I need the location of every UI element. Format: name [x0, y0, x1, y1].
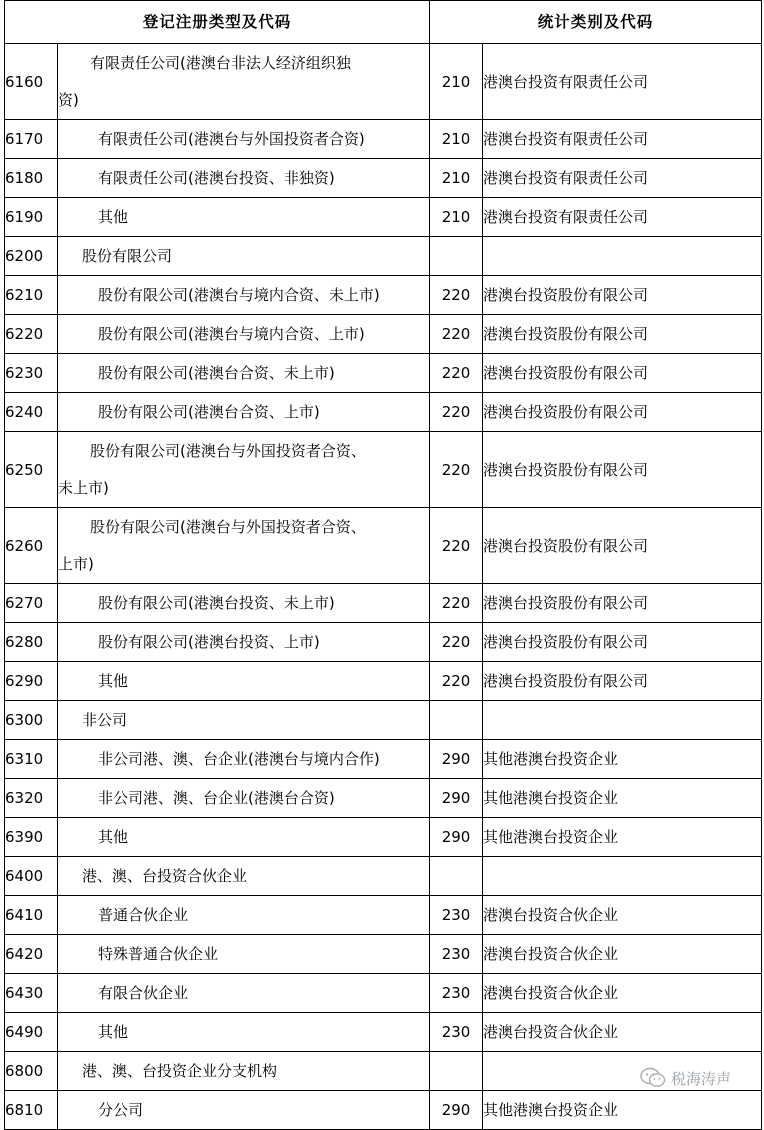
table-row: [5, 857, 762, 896]
statistical-code: 220: [430, 508, 483, 584]
statistical-code: 220: [430, 393, 483, 432]
registration-type-name: 非公司港、澳、台企业(港澳台与境内合作): [58, 740, 430, 779]
table-row: [5, 740, 762, 779]
statistical-category-name: 港澳台投资股份有限公司: [483, 432, 762, 508]
statistical-code: 290: [430, 1091, 483, 1130]
table-row: [5, 779, 762, 818]
table-row: [5, 393, 762, 432]
table-row: [5, 44, 762, 120]
registration-code: 6200: [5, 237, 58, 276]
registration-type-name: 分公司: [58, 1091, 430, 1130]
registration-type-name: 有限责任公司(港澳台投资、非独资): [58, 159, 430, 198]
statistical-category-name: 港澳台投资合伙企业: [483, 896, 762, 935]
registration-type-name-line2: 上市): [58, 554, 94, 573]
registration-code: 6300: [5, 701, 58, 740]
registration-type-name-line1: 有限责任公司(港澳台非法人经济组织独: [90, 53, 351, 72]
registration-type-name: 股份有限公司: [58, 237, 430, 276]
registration-type-name: 有限责任公司(港澳台与外国投资者合资): [58, 120, 430, 159]
statistical-category-name: [483, 701, 762, 740]
statistical-code: 230: [430, 1013, 483, 1052]
registration-type-name-line2: 资): [58, 90, 79, 109]
table-row: [5, 237, 762, 276]
registration-code: 6800: [5, 1052, 58, 1091]
statistical-category-name: 港澳台投资股份有限公司: [483, 662, 762, 701]
statistical-code: 220: [430, 432, 483, 508]
registration-type-name: [58, 432, 430, 508]
statistical-category-name: 其他港澳台投资企业: [483, 1091, 762, 1130]
table-row: [5, 432, 762, 508]
registration-type-name: [58, 508, 430, 584]
statistical-category-name: 其他港澳台投资企业: [483, 779, 762, 818]
table-row: [5, 662, 762, 701]
registration-type-table: [4, 0, 762, 1130]
statistical-code: 230: [430, 935, 483, 974]
registration-code: 6280: [5, 623, 58, 662]
statistical-code: [430, 1052, 483, 1091]
table-row: [5, 508, 762, 584]
registration-type-name: 港、澳、台投资企业分支机构: [58, 1052, 430, 1091]
registration-code: 6430: [5, 974, 58, 1013]
registration-code: 6230: [5, 354, 58, 393]
table-row: [5, 315, 762, 354]
statistical-category-name: 港澳台投资股份有限公司: [483, 623, 762, 662]
registration-type-name: 股份有限公司(港澳台投资、上市): [58, 623, 430, 662]
table-row: [5, 584, 762, 623]
statistical-code: [430, 237, 483, 276]
registration-type-name-line2: 未上市): [58, 478, 109, 497]
registration-code: 6290: [5, 662, 58, 701]
statistical-code: 210: [430, 198, 483, 237]
statistical-category-name: 港澳台投资有限责任公司: [483, 120, 762, 159]
statistical-category-name: 港澳台投资股份有限公司: [483, 393, 762, 432]
registration-type-name: 特殊普通合伙企业: [58, 935, 430, 974]
statistical-code: 220: [430, 584, 483, 623]
statistical-category-name: 港澳台投资有限责任公司: [483, 44, 762, 120]
statistical-code: 230: [430, 974, 483, 1013]
statistical-category-name: 其他港澳台投资企业: [483, 740, 762, 779]
registration-code: 6180: [5, 159, 58, 198]
registration-code: 6310: [5, 740, 58, 779]
statistical-code: [430, 857, 483, 896]
table-row: [5, 896, 762, 935]
registration-code: 6490: [5, 1013, 58, 1052]
registration-type-name: 其他: [58, 1013, 430, 1052]
registration-code: 6170: [5, 120, 58, 159]
statistical-category-name: 其他港澳台投资企业: [483, 818, 762, 857]
registration-code: 6320: [5, 779, 58, 818]
table-row: [5, 276, 762, 315]
statistical-code: 220: [430, 276, 483, 315]
statistical-category-name: 港澳台投资股份有限公司: [483, 584, 762, 623]
header-statistical-category: 统计类别及代码: [430, 1, 762, 44]
registration-type-name: 股份有限公司(港澳台合资、上市): [58, 393, 430, 432]
registration-type-name: 其他: [58, 662, 430, 701]
registration-code: 6400: [5, 857, 58, 896]
registration-code: 6190: [5, 198, 58, 237]
table-row: [5, 935, 762, 974]
statistical-category-name: 港澳台投资股份有限公司: [483, 315, 762, 354]
table-row: [5, 354, 762, 393]
statistical-code: 210: [430, 120, 483, 159]
registration-type-name: 股份有限公司(港澳台与境内合资、未上市): [58, 276, 430, 315]
statistical-category-name: [483, 237, 762, 276]
registration-code: 6250: [5, 432, 58, 508]
registration-code: 6410: [5, 896, 58, 935]
registration-code: 6270: [5, 584, 58, 623]
registration-code: 6220: [5, 315, 58, 354]
statistical-code: 210: [430, 44, 483, 120]
registration-code: 6160: [5, 44, 58, 120]
registration-type-name: 股份有限公司(港澳台合资、未上市): [58, 354, 430, 393]
statistical-code: 220: [430, 315, 483, 354]
wechat-icon: [640, 1067, 666, 1089]
registration-code: 6240: [5, 393, 58, 432]
watermark: [640, 1064, 731, 1092]
registration-code: 6210: [5, 276, 58, 315]
statistical-code: 210: [430, 159, 483, 198]
table-row: [5, 701, 762, 740]
table-row: [5, 623, 762, 662]
statistical-category-name: 港澳台投资合伙企业: [483, 935, 762, 974]
statistical-code: 220: [430, 623, 483, 662]
table-row: [5, 1013, 762, 1052]
watermark-text: 税海涛声: [671, 1070, 732, 1088]
registration-type-name: 股份有限公司(港澳台投资、未上市): [58, 584, 430, 623]
statistical-code: 290: [430, 740, 483, 779]
registration-type-name: 其他: [58, 818, 430, 857]
statistical-category-name: 港澳台投资股份有限公司: [483, 508, 762, 584]
statistical-category-name: 港澳台投资合伙企业: [483, 1013, 762, 1052]
registration-type-name: 普通合伙企业: [58, 896, 430, 935]
statistical-category-name: 港澳台投资股份有限公司: [483, 354, 762, 393]
registration-type-name-line1: 股份有限公司(港澳台与外国投资者合资、: [90, 441, 366, 460]
table-row: [5, 818, 762, 857]
table-row: [5, 198, 762, 237]
statistical-code: [430, 701, 483, 740]
registration-type-name: 其他: [58, 198, 430, 237]
registration-code: 6420: [5, 935, 58, 974]
registration-type-name: 有限合伙企业: [58, 974, 430, 1013]
registration-code: 6810: [5, 1091, 58, 1130]
registration-code: 6390: [5, 818, 58, 857]
registration-type-name: 非公司港、澳、台企业(港澳台合资): [58, 779, 430, 818]
registration-type-name: 非公司: [58, 701, 430, 740]
table-row: [5, 120, 762, 159]
registration-type-name-line1: 股份有限公司(港澳台与外国投资者合资、: [90, 517, 366, 536]
registration-type-name: 股份有限公司(港澳台与境内合资、上市): [58, 315, 430, 354]
statistical-code: 290: [430, 818, 483, 857]
header-registration-type: 登记注册类型及代码: [5, 1, 430, 44]
table-header-row: [5, 1, 762, 44]
table-row: [5, 159, 762, 198]
statistical-category-name: 港澳台投资有限责任公司: [483, 159, 762, 198]
statistical-category-name: [483, 857, 762, 896]
registration-type-name: 港、澳、台投资合伙企业: [58, 857, 430, 896]
table-row: [5, 974, 762, 1013]
statistical-category-name: 港澳台投资合伙企业: [483, 974, 762, 1013]
table-row: [5, 1091, 762, 1130]
registration-type-name: [58, 44, 430, 120]
statistical-category-name: 港澳台投资有限责任公司: [483, 198, 762, 237]
statistical-category-name: 港澳台投资股份有限公司: [483, 276, 762, 315]
statistical-code: 220: [430, 354, 483, 393]
statistical-code: 230: [430, 896, 483, 935]
statistical-code: 290: [430, 779, 483, 818]
registration-code: 6260: [5, 508, 58, 584]
statistical-code: 220: [430, 662, 483, 701]
